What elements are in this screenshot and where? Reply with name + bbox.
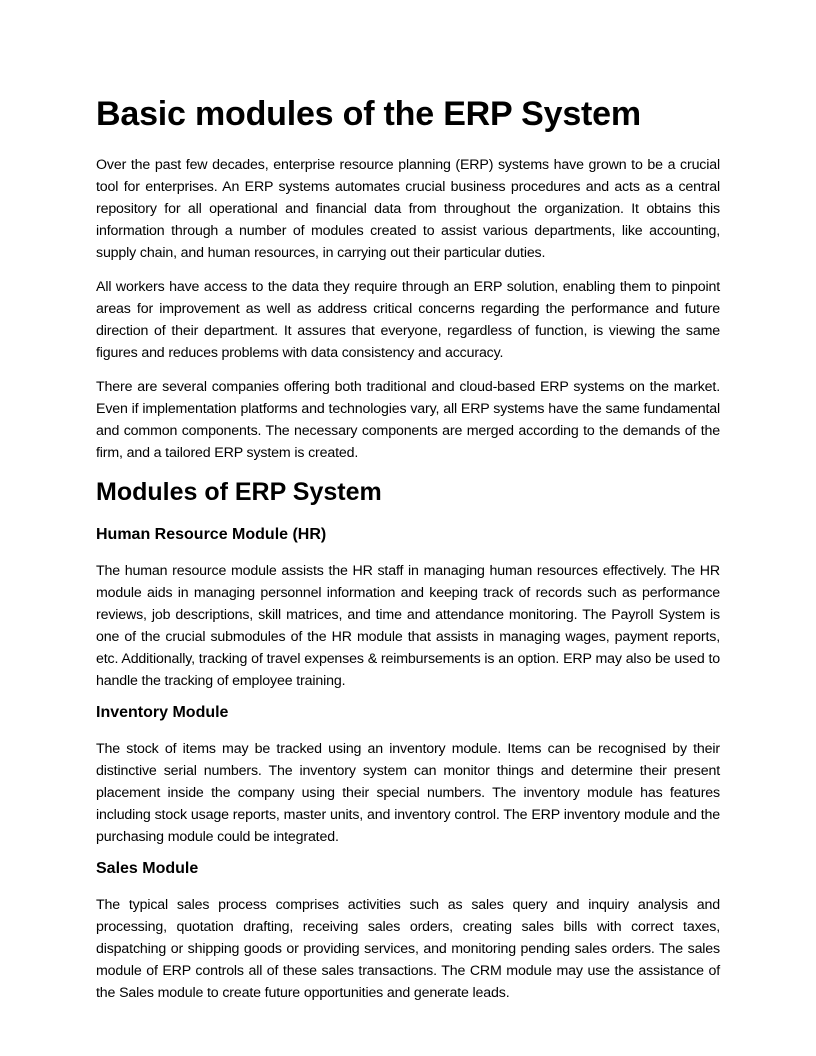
module-body: The stock of items may be tracked using an inventory module. Items can be recognised by their distinctive serial numbers. The inventory system can monitor things and determine their present placement inside the company using their special numbers. The inventory module has features including stock usage reports, master units, and inventory control. The ERP inventory module and the purchasing module could be integrated.	[96, 741, 720, 845]
module-body: The typical sales process comprises activities such as sales query and inquiry analysis and processing, quotation drafting, receiving sales orders, creating sales bills with correct taxes, dispatching or shipping goods or providing services, and monitoring pending sales orders. The sales module of ERP controls all of these sales transactions. The CRM module may use the assistance of the Sales module to create future opportunities and generate leads.	[96, 897, 720, 1001]
intro-paragraph: There are several companies offering both traditional and cloud-based ERP systems on the market. Even if implementation platforms and technologies vary, all ERP systems have the same fundamental and common components. The necessary components are merged according to the demands of the firm, and a tailored ERP system is created.	[96, 379, 720, 461]
module-inventory	[96, 702, 720, 848]
module-heading: Sales Module	[96, 860, 199, 877]
module-body: The human resource module assists the HR staff in managing human resources effectively. The HR module aids in managing personnel information and keeping track of records such as performance reviews, job descriptions, skill matrices, and time and attendance monitoring. The Payroll System is one of the crucial submodules of the HR module that assists in managing wages, payment reports, etc. Additionally, tracking of travel expenses & reimbursements is an option. ERP may also be used to handle the tracking of employee training.	[96, 563, 720, 689]
intro-paragraph: All workers have access to the data they require through an ERP solution, enabling them to pinpoint areas for improvement as well as address critical concerns regarding the performance and future direction of their department. It assures that everyone, regardless of function, is viewing the same figures and reduces problems with data consistency and accuracy.	[96, 279, 720, 361]
section-heading: Modules of ERP System	[96, 478, 382, 506]
document-page	[96, 92, 720, 1014]
module-heading: Inventory Module	[96, 704, 229, 721]
intro-paragraph: Over the past few decades, enterprise resource planning (ERP) systems have grown to be a crucial tool for enterprises. An ERP systems automates crucial business procedures and acts as a central repository for all operational and financial data from throughout the organization. It obtains this information through a number of modules created to assist various departments, like accounting, supply chain, and human resources, in carrying out their particular duties.	[96, 157, 720, 261]
module-hr	[96, 524, 720, 692]
module-sales	[96, 858, 720, 1004]
intro-section	[96, 154, 720, 464]
document-title: Basic modules of the ERP System	[96, 95, 641, 133]
module-heading: Human Resource Module (HR)	[96, 526, 327, 543]
